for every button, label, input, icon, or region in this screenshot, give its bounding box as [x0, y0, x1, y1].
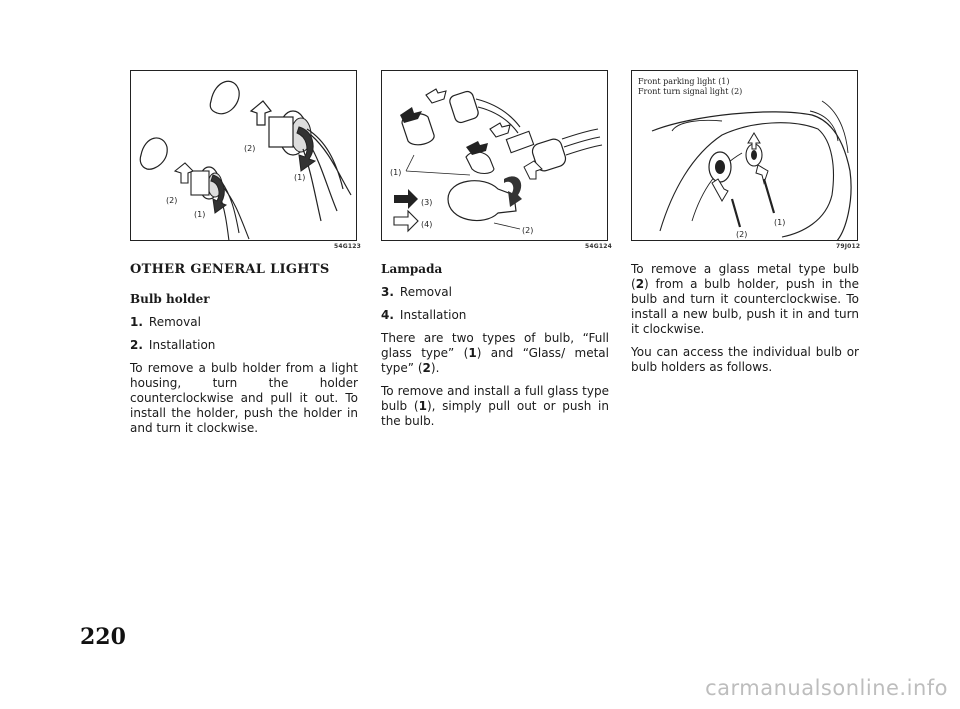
fig3-label-1: (1)	[774, 218, 786, 227]
item-number: 1.	[130, 315, 143, 329]
paragraph-glass-metal: To remove a glass metal type bulb (2) from a bulb holder, push in the bulb and turn it counterclockwise. To install a new bulb, push it in and turn it clockwise.	[631, 262, 859, 336]
item-text: Removal	[399, 285, 452, 299]
item-number: 2.	[130, 338, 143, 352]
caption-turn-signal: Front turn signal light (2)	[638, 87, 743, 96]
item-text: Installation	[399, 308, 467, 322]
figure-code: 54G123	[334, 243, 361, 250]
figure-front-lights	[631, 70, 858, 241]
caption-parking-light: Front parking light (1)	[638, 77, 730, 86]
column-glass-metal	[631, 262, 859, 383]
paragraph-bulb-types: There are two types of bulb, “Full glass type” (1) and “Glass/ metal type” (2).	[381, 331, 609, 375]
fig3-label-2: (2)	[736, 230, 748, 239]
fig2-label-4: (4)	[421, 220, 433, 229]
item-number: 4.	[381, 308, 394, 322]
watermark: carmanualsonline.info	[705, 676, 948, 700]
fig1-label-lower-2: (2)	[166, 196, 178, 205]
subheading-lampada: Lampada	[381, 262, 443, 276]
figure-bulb-types	[381, 70, 608, 241]
section-heading: OTHER GENERAL LIGHTS	[130, 262, 330, 277]
figure-code: 54G124	[585, 243, 612, 250]
front-light-illustration	[632, 71, 858, 241]
fig1-label-upper-1: (1)	[294, 173, 306, 182]
item-text: Removal	[148, 315, 201, 329]
figure-code: 79J012	[836, 243, 861, 250]
fig2-label-2: (2)	[522, 226, 534, 235]
page-number: 220	[80, 624, 126, 650]
subheading-bulb-holder: Bulb holder	[130, 292, 210, 306]
list-item	[381, 285, 609, 300]
figure-bulb-holder	[130, 70, 357, 241]
fig1-label-upper-2: (2)	[244, 144, 256, 153]
bulb-types-illustration	[382, 71, 608, 241]
item-text: Installation	[148, 338, 216, 352]
item-number: 3.	[381, 285, 394, 299]
paragraph-full-glass: To remove and install a full glass type bulb (1), simply pull out or push in the bulb.	[381, 384, 609, 428]
column-bulb-holder	[130, 262, 358, 444]
paragraph-access: You can access the individual bulb or bulb holders as follows.	[631, 345, 859, 374]
bulb-holder-illustration	[131, 71, 357, 241]
column-bulb-types	[381, 262, 609, 437]
fig2-label-1: (1)	[390, 168, 402, 177]
paragraph-holder-removal: To remove a bulb holder from a light housing, turn the holder counterclockwise and pull it out. To install the holder, push the holder in and turn it clockwise.	[130, 361, 358, 435]
fig2-label-3: (3)	[421, 198, 433, 207]
fig1-label-lower-1: (1)	[194, 210, 206, 219]
list-item	[130, 338, 358, 353]
list-item	[130, 315, 358, 330]
list-item	[381, 308, 609, 323]
